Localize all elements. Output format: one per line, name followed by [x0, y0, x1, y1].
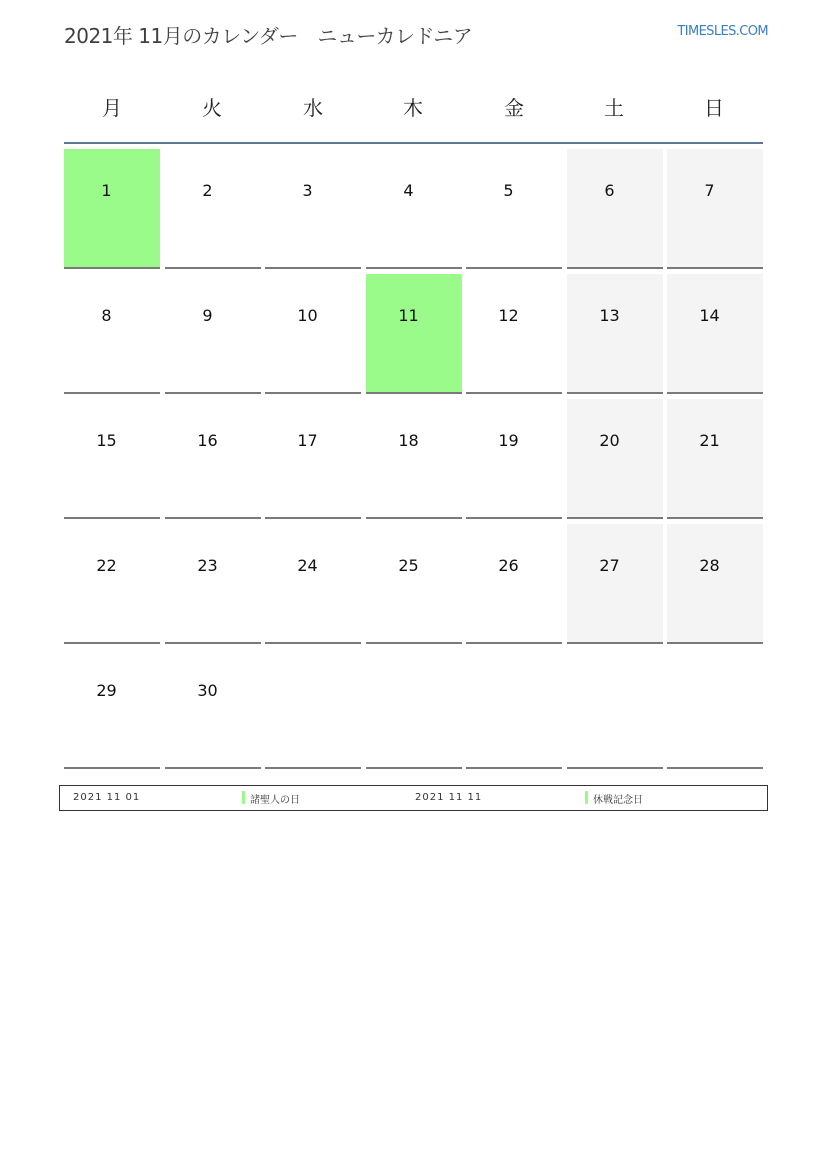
day-cell[interactable]	[265, 524, 361, 644]
legend-date: 2021 11 11	[415, 792, 483, 803]
legend-holiday-name: 諸聖人の日	[242, 791, 300, 806]
day-number: 1	[101, 181, 112, 200]
day-cell[interactable]	[165, 149, 261, 269]
day-cell[interactable]	[567, 399, 663, 519]
day-cell[interactable]	[567, 524, 663, 644]
day-number: 5	[503, 181, 514, 200]
empty-day-cell	[667, 649, 763, 769]
day-number: 6	[604, 181, 615, 200]
day-cell[interactable]	[64, 399, 160, 519]
day-number: 29	[96, 681, 117, 700]
day-cell[interactable]	[366, 149, 462, 269]
day-number: 11	[398, 306, 419, 325]
legend-date: 2021 11 01	[73, 792, 141, 803]
day-number: 24	[297, 556, 318, 575]
day-number: 2	[202, 181, 213, 200]
day-number: 21	[699, 431, 720, 450]
day-cell[interactable]	[64, 274, 160, 394]
weekday-label-sat: 土	[604, 96, 624, 120]
day-cell[interactable]	[667, 149, 763, 269]
day-number: 18	[398, 431, 419, 450]
day-cell[interactable]	[667, 274, 763, 394]
day-cell[interactable]	[366, 524, 462, 644]
day-cell[interactable]	[567, 274, 663, 394]
weekday-label-wed: 水	[303, 96, 323, 120]
day-number: 9	[202, 306, 213, 325]
day-cell[interactable]	[366, 274, 462, 394]
weekday-label-fri: 金	[504, 96, 524, 120]
weekday-label-sun: 日	[704, 96, 724, 120]
day-cell[interactable]	[265, 399, 361, 519]
day-number: 23	[197, 556, 218, 575]
day-number: 7	[704, 181, 715, 200]
brand-link[interactable]: TIMESLES.COM	[677, 24, 768, 39]
weekday-label-mon: 月	[102, 96, 122, 120]
empty-day-cell	[265, 649, 361, 769]
empty-day-cell	[567, 649, 663, 769]
day-cell[interactable]	[165, 524, 261, 644]
day-number: 20	[599, 431, 620, 450]
day-number: 16	[197, 431, 218, 450]
day-number: 17	[297, 431, 318, 450]
day-cell[interactable]	[165, 399, 261, 519]
weekday-label-thu: 木	[403, 96, 423, 120]
day-number: 13	[599, 306, 620, 325]
header-divider	[64, 142, 763, 144]
day-cell[interactable]	[265, 149, 361, 269]
day-number: 12	[498, 306, 519, 325]
day-cell[interactable]	[466, 274, 562, 394]
day-number: 22	[96, 556, 117, 575]
legend-holiday-name: 休戦記念日	[585, 791, 643, 806]
day-cell[interactable]	[64, 524, 160, 644]
empty-day-cell	[466, 649, 562, 769]
day-number: 26	[498, 556, 519, 575]
day-number: 8	[101, 306, 112, 325]
day-number: 28	[699, 556, 720, 575]
day-cell[interactable]	[64, 149, 160, 269]
day-number: 3	[302, 181, 313, 200]
day-number: 30	[197, 681, 218, 700]
day-number: 25	[398, 556, 419, 575]
day-cell[interactable]	[466, 149, 562, 269]
day-cell[interactable]	[165, 274, 261, 394]
empty-day-cell	[366, 649, 462, 769]
day-cell[interactable]	[466, 399, 562, 519]
weekday-header	[64, 80, 763, 130]
day-number: 14	[699, 306, 720, 325]
page-title: 2021年 11月のカレンダー ニューカレドニア	[64, 24, 473, 48]
day-cell[interactable]	[567, 149, 663, 269]
day-cell[interactable]	[466, 524, 562, 644]
day-cell[interactable]	[366, 399, 462, 519]
day-cell[interactable]	[265, 274, 361, 394]
day-number: 19	[498, 431, 519, 450]
weekday-label-tue: 火	[202, 96, 222, 120]
day-number: 15	[96, 431, 117, 450]
day-number: 4	[403, 181, 414, 200]
holiday-legend	[59, 785, 768, 811]
day-cell[interactable]	[667, 524, 763, 644]
day-cell[interactable]	[165, 649, 261, 769]
day-cell[interactable]	[667, 399, 763, 519]
day-number: 10	[297, 306, 318, 325]
day-cell[interactable]	[64, 649, 160, 769]
day-number: 27	[599, 556, 620, 575]
